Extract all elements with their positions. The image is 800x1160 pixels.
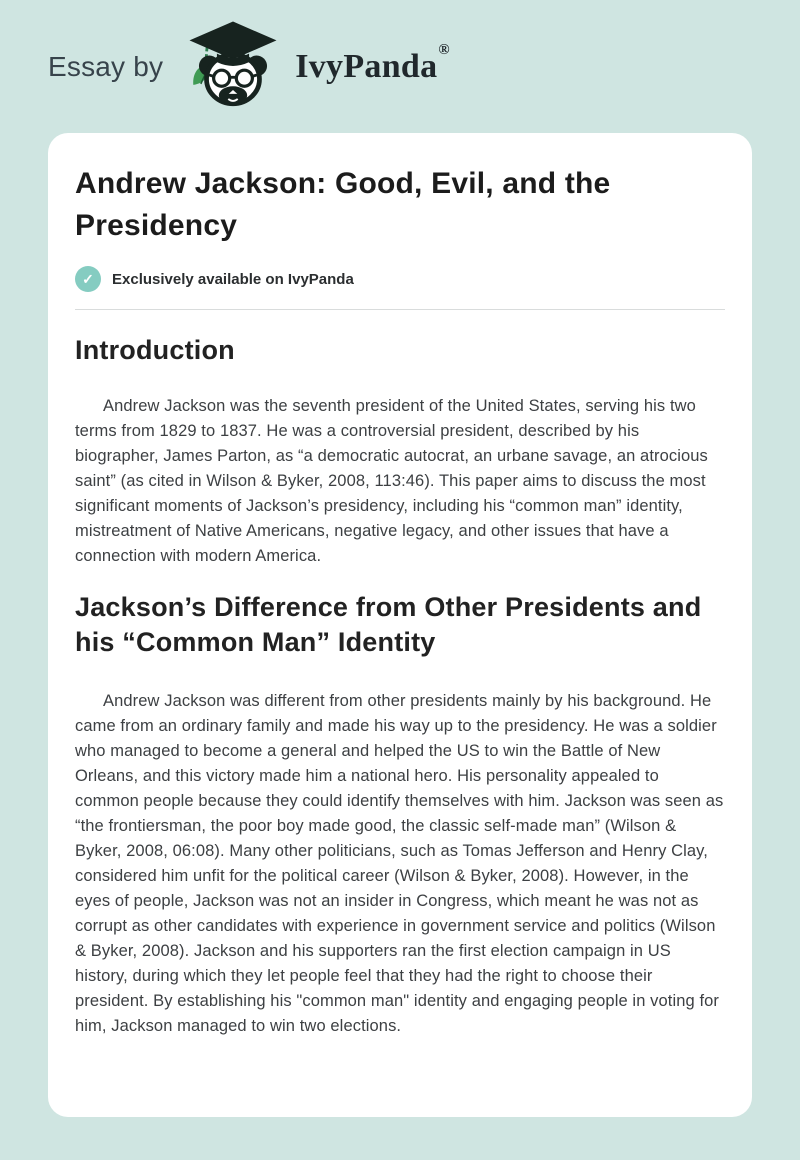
- section-heading: Introduction: [75, 335, 235, 365]
- availability-badge: [75, 266, 725, 292]
- registered-mark: ®: [438, 42, 450, 59]
- section-heading: Jackson’s Difference from Other Presidents and his “Common Man” Identity: [75, 592, 702, 657]
- site-header: [0, 0, 800, 133]
- section-introduction: [75, 333, 725, 569]
- essay-card: [48, 133, 752, 1117]
- divider: [75, 309, 725, 310]
- availability-label: Exclusively available on IvyPanda: [112, 270, 354, 288]
- section-common-man-identity: [75, 590, 725, 1039]
- brand-text: IvyPanda: [295, 47, 438, 85]
- paragraph: Andrew Jackson was different from other presidents mainly by his background. He came from an ordinary family and made his way up to the presidency. He was a soldier who managed to become a general and helped the US to win the Battle of New Orleans, and this victory made him a national hero. His personality appealed to common people because they could identify themselves with him. Jackson was seen as “the frontiersman, the poor boy made good, the classic self-made man” (Wilson & Byker, 2008, 06:08). Many other politicians, such as Tomas Jefferson and Henry Clay, considered him unfit for the political career (Wilson & Byker, 2008). However, in the eyes of people, Jackson was not an insider in Congress, which meant he was not as corrupt as other candidates with experience in government service and politics (Wilson & Byker, 2008). Jackson and his supporters ran the first election campaign in US history, during which they let people feel that they had the right to choose their president. By establishing his "common man" identity and engaging people in voting for him, Jackson managed to win two elections.: [75, 692, 724, 1035]
- check-icon: ✓: [75, 266, 101, 292]
- paragraph: Andrew Jackson was the seventh president of the United States, serving his two terms from 1829 to 1837. He was a controversial president, described by his biographer, James Parton, as “a democratic autocrat, an urbane savage, an atrocious saint” (as cited in Wilson & Byker, 2008, 113:46). This paper aims to discuss the most significant moments of Jackson’s presidency, including his “common man” identity, mistreatment of Native Americans, negative legacy, and other issues that have a connection with modern America.: [75, 397, 708, 565]
- essay-by-label: Essay by: [48, 50, 164, 82]
- panda-graduate-logo-icon: [181, 19, 285, 111]
- brand-wordmark: [295, 42, 450, 86]
- page-title: Andrew Jackson: Good, Evil, and the Presidency: [75, 167, 611, 242]
